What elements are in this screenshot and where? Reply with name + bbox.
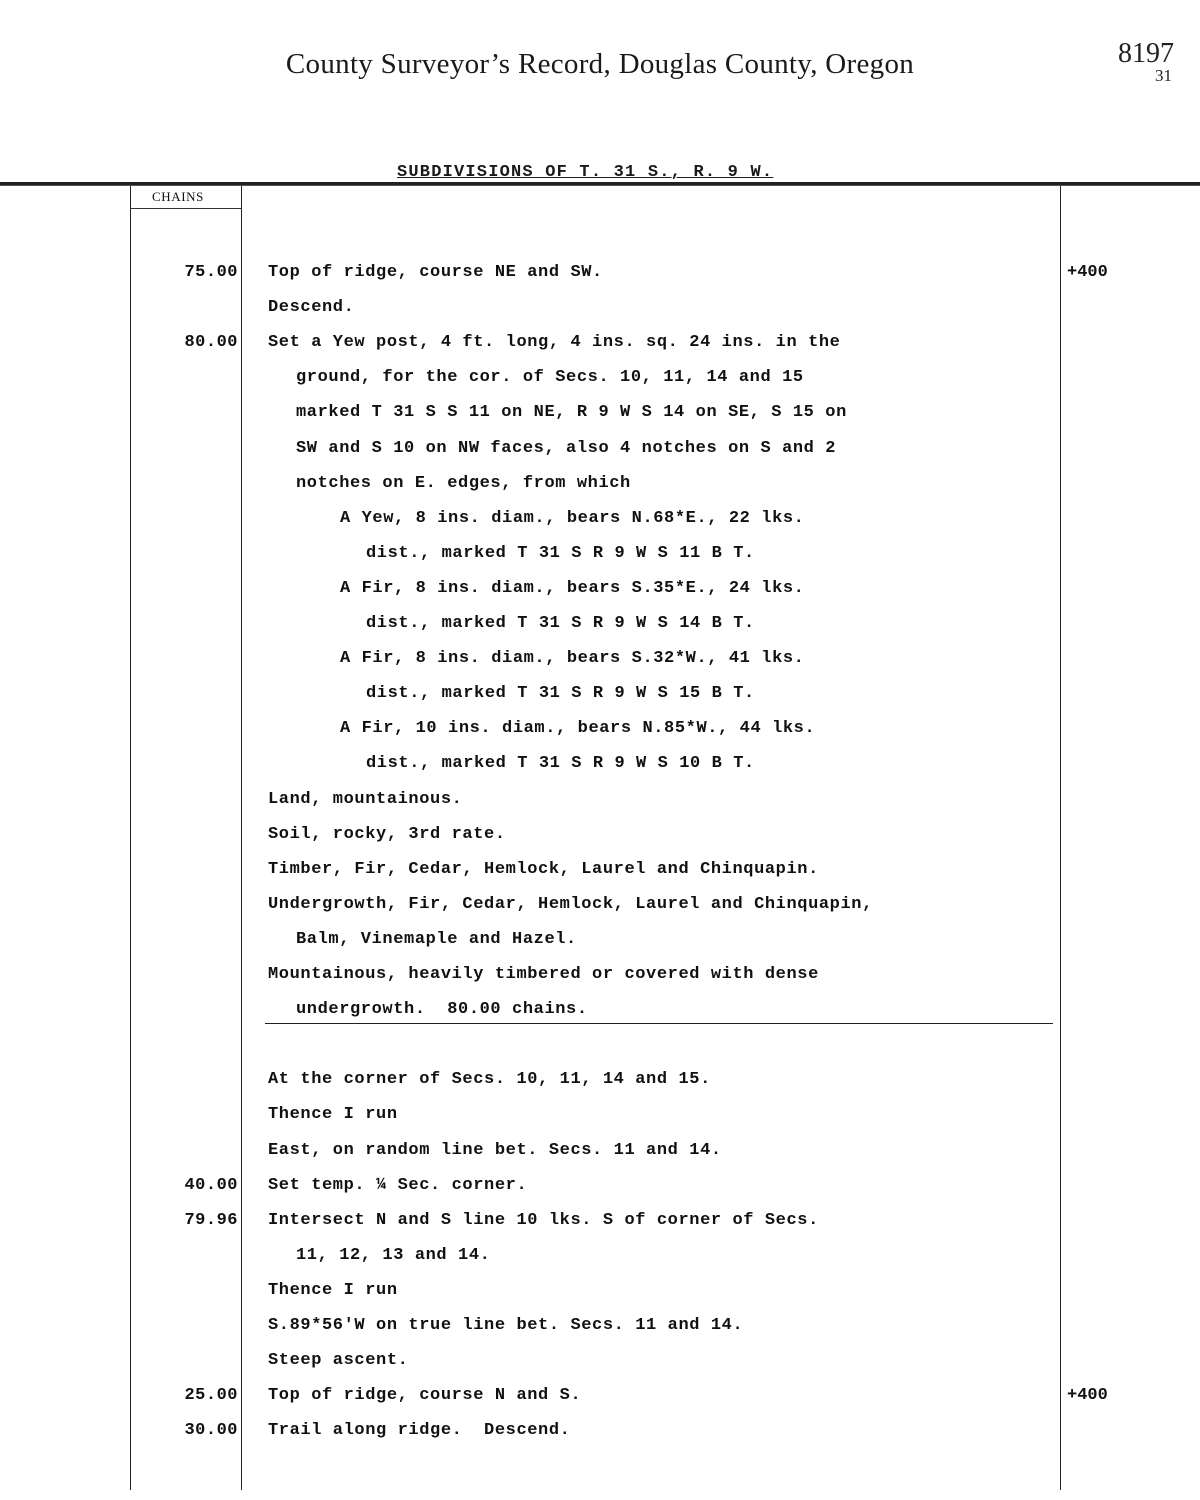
record-line: notches on E. edges, from which xyxy=(296,474,631,493)
column-header-rule xyxy=(130,208,242,209)
page-header-title: County Surveyor’s Record, Douglas County, Oregon xyxy=(285,48,915,80)
page-sub-number: 31 xyxy=(1155,66,1172,85)
record-line: At the corner of Secs. 10, 11, 14 and 15. xyxy=(268,1070,711,1089)
chains-value: 75.00 xyxy=(184,263,238,282)
record-line: Timber, Fir, Cedar, Hemlock, Laurel and Chinquapin. xyxy=(268,860,819,879)
top-rule xyxy=(0,182,1200,186)
record-line: Set temp. ¼ Sec. corner. xyxy=(268,1176,528,1195)
record-line: Soil, rocky, 3rd rate. xyxy=(268,825,506,844)
record-line: dist., marked T 31 S R 9 W S 10 B T. xyxy=(366,754,755,773)
record-line: dist., marked T 31 S R 9 W S 14 B T. xyxy=(366,614,755,633)
record-line: 11, 12, 13 and 14. xyxy=(296,1246,491,1265)
record-line: A Yew, 8 ins. diam., bears N.68*E., 22 lks. xyxy=(340,509,805,528)
chains-column-label: CHAINS xyxy=(152,189,204,204)
record-line: Undergrowth, Fir, Cedar, Hemlock, Laurel and Chinquapin, xyxy=(268,895,873,914)
record-line: Intersect N and S line 10 lks. S of corner of Secs. xyxy=(268,1211,819,1230)
left-border-line xyxy=(130,186,131,1490)
record-line: East, on random line bet. Secs. 11 and 14. xyxy=(268,1141,722,1160)
record-line: Top of ridge, course NE and SW. xyxy=(268,263,603,282)
record-line: A Fir, 8 ins. diam., bears S.35*E., 24 lks. xyxy=(340,579,805,598)
record-line: Trail along ridge. Descend. xyxy=(268,1421,571,1440)
record-line: Thence I run xyxy=(268,1281,398,1300)
record-line: marked T 31 S S 11 on NE, R 9 W S 14 on SE, S 15 on xyxy=(296,403,847,422)
section-subheading: SUBDIVISIONS OF T. 31 S., R. 9 W. xyxy=(397,163,774,182)
record-line: Steep ascent. xyxy=(268,1351,409,1370)
record-line: Top of ridge, course N and S. xyxy=(268,1386,582,1405)
record-line: Descend. xyxy=(268,298,355,317)
record-line: SW and S 10 on NW faces, also 4 notches on S and 2 xyxy=(296,439,837,458)
record-line: Set a Yew post, 4 ft. long, 4 ins. sq. 24 ins. in the xyxy=(268,333,841,352)
record-line: Balm, Vinemaple and Hazel. xyxy=(296,930,577,949)
chains-value: 25.00 xyxy=(184,1386,238,1405)
record-line: Land, mountainous. xyxy=(268,790,463,809)
record-line: A Fir, 10 ins. diam., bears N.85*W., 44 lks. xyxy=(340,719,816,738)
record-line: S.89*56'W on true line bet. Secs. 11 and 14. xyxy=(268,1316,744,1335)
record-line: dist., marked T 31 S R 9 W S 15 B T. xyxy=(366,684,755,703)
chains-column-line xyxy=(241,186,242,1490)
chains-value: 40.00 xyxy=(184,1176,238,1195)
record-line: Mountainous, heavily timbered or covered with dense xyxy=(268,965,819,984)
chains-value: 30.00 xyxy=(184,1421,238,1440)
record-line: A Fir, 8 ins. diam., bears S.32*W., 41 lks. xyxy=(340,649,805,668)
margin-note: +400 xyxy=(1067,263,1108,282)
margin-note: +400 xyxy=(1067,1386,1108,1405)
record-line: dist., marked T 31 S R 9 W S 11 B T. xyxy=(366,544,755,563)
page-number: 8197 xyxy=(1118,38,1174,69)
record-line: undergrowth. 80.00 chains. xyxy=(296,1000,588,1019)
record-line: Thence I run xyxy=(268,1105,398,1124)
notes-column-line xyxy=(1060,186,1061,1490)
chains-value: 79.96 xyxy=(184,1211,238,1230)
record-line: ground, for the cor. of Secs. 10, 11, 14 and 15 xyxy=(296,368,804,387)
chains-value: 80.00 xyxy=(184,333,238,352)
